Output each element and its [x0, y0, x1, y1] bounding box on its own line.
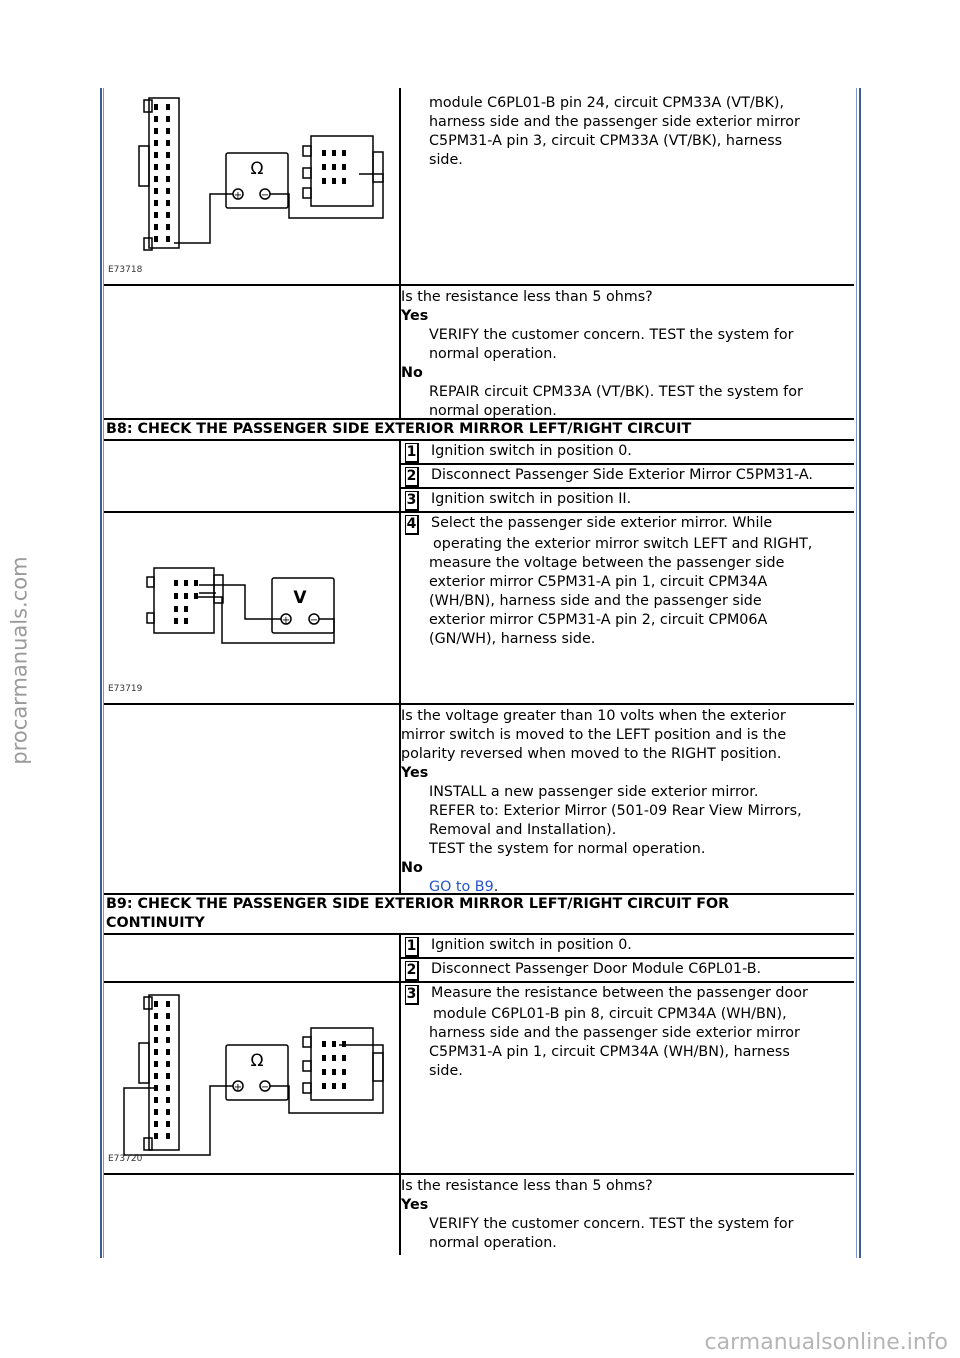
- go-to-b9-link[interactable]: GO to B9: [429, 879, 494, 895]
- b9-heading: B9: CHECK THE PASSENGER SIDE EXTERIOR MIRROR LEFT/RIGHT CIRCUIT FOR CONTINUITY: [104, 895, 854, 935]
- figure-id: E73720: [108, 1154, 143, 1164]
- figure-e73720: [104, 983, 401, 1173]
- b8-result-row: [104, 705, 854, 895]
- b8-result: [401, 705, 854, 893]
- b8-steps-row: [104, 441, 854, 513]
- b8-step-4: [401, 513, 854, 703]
- b9-step-1: [401, 935, 854, 959]
- step-text-line: module C6PL01-B pin 24, circuit CPM33A (VT/BK),: [429, 95, 785, 111]
- figure-id: E73718: [108, 265, 143, 275]
- question: Is the resistance less than 5 ohms?: [401, 289, 653, 305]
- ohmmeter-symbol: Ω: [250, 159, 264, 179]
- b9-result-row: [104, 1175, 854, 1255]
- figure-e73718: [104, 88, 401, 284]
- page-border-right-inner: [856, 88, 857, 1258]
- b9-steps: [401, 935, 854, 981]
- empty-cell: [104, 286, 401, 418]
- step-text-rest: module C6PL01-B pin 8, circuit CPM34A (WH/BN), harness side and the passenger side exterior mirror C5PM31-A pin 1, circuit CPM34A (WH/BN), harness side.: [429, 1006, 800, 1079]
- empty-cell: [104, 705, 401, 893]
- step-text-line: harness side and the passenger side exterior mirror: [429, 114, 800, 130]
- svg-text:+: +: [233, 1082, 243, 1093]
- yes-label: Yes: [401, 308, 429, 324]
- step-number: 4: [405, 515, 419, 535]
- yes-answer: INSTALL a new passenger side exterior mirror. REFER to: Exterior Mirror (501-09 Rear View Mirrors, Removal and Installation). TEST the system for normal operation.: [429, 784, 802, 857]
- voltmeter-symbol: V: [293, 588, 307, 608]
- b8-step-2: [401, 465, 854, 489]
- svg-text:−: −: [260, 190, 270, 201]
- step-number: 2: [405, 961, 419, 981]
- wiring-diagram-e73720: [104, 983, 399, 1173]
- b9-step3-row: [104, 983, 854, 1175]
- step-number: 1: [405, 937, 419, 957]
- b7-result-row: [104, 286, 854, 420]
- figure-id: E73719: [108, 684, 143, 694]
- b8-steps: [401, 441, 854, 511]
- step-text: Disconnect Passenger Door Module C6PL01-B.: [431, 961, 762, 977]
- b9-result: [401, 1175, 854, 1255]
- b7-step-text-continued: [401, 88, 854, 284]
- ohmmeter-symbol: Ω: [250, 1051, 264, 1071]
- procedure-document: [104, 88, 854, 1255]
- step-text-rest: measure the voltage between the passenger side exterior mirror C5PM31-A pin 1, circuit CPM34A (WH/BN), harness side and the passenger side exterior mirror C5PM31-A pin 2, circuit CPM06A (GN/WH), harness side.: [429, 555, 785, 647]
- b7-figure-row: [104, 88, 854, 286]
- svg-text:−: −: [260, 1082, 270, 1093]
- step-text-line: side.: [429, 152, 463, 168]
- svg-text:−: −: [309, 615, 319, 626]
- b9-steps-row: [104, 935, 854, 983]
- step-number: 1: [405, 443, 419, 463]
- step-text: Select the passenger side exterior mirror. While: [431, 515, 773, 531]
- b8-step-1: [401, 441, 854, 465]
- svg-text:+: +: [281, 615, 291, 626]
- page-border-left: [100, 88, 102, 1258]
- step-number: 3: [405, 985, 419, 1005]
- step-number: 2: [405, 467, 419, 487]
- yes-label: Yes: [401, 765, 429, 781]
- empty-cell: [104, 1175, 401, 1255]
- b9-step-2: [401, 959, 854, 981]
- step-text-line: C5PM31-A pin 3, circuit CPM33A (VT/BK), harness: [429, 133, 783, 149]
- no-answer: REPAIR circuit CPM33A (VT/BK). TEST the system for normal operation.: [429, 384, 803, 419]
- step-text: Disconnect Passenger Side Exterior Mirror C5PM31-A.: [431, 467, 813, 483]
- yes-label: Yes: [401, 1197, 429, 1213]
- svg-text:+: +: [233, 190, 243, 201]
- empty-cell: [104, 441, 401, 511]
- b8-step4-row: [104, 513, 854, 705]
- step-text: Ignition switch in position 0.: [431, 443, 632, 459]
- b8-step-3: [401, 489, 854, 511]
- figure-e73719: [104, 513, 401, 703]
- no-answer: GO to B9.: [429, 879, 499, 895]
- no-label: No: [401, 365, 423, 381]
- step-text: Measure the resistance between the passenger door: [431, 985, 808, 1001]
- yes-answer: VERIFY the customer concern. TEST the system for normal operation.: [429, 1216, 794, 1251]
- question: Is the voltage greater than 10 volts when the exterior mirror switch is moved to the LEFT position and is the polarity reversed when moved to the RIGHT position.: [401, 708, 787, 762]
- no-label: No: [401, 860, 423, 876]
- step-text: Ignition switch in position 0.: [431, 937, 632, 953]
- yes-answer: VERIFY the customer concern. TEST the system for normal operation.: [429, 327, 794, 362]
- step-text: operating the exterior mirror switch LEFT and RIGHT,: [433, 536, 813, 552]
- watermark-carmanualsonline: carmanualsonline.info: [704, 1330, 948, 1355]
- b9-step-3: [401, 983, 854, 1173]
- wiring-diagram-e73718: [104, 88, 399, 284]
- step-number: 3: [405, 491, 419, 511]
- watermark-procarmanuals: procarmanuals.com: [7, 555, 32, 765]
- b8-heading: B8: CHECK THE PASSENGER SIDE EXTERIOR MIRROR LEFT/RIGHT CIRCUIT: [104, 420, 854, 441]
- b7-result: [401, 286, 854, 418]
- page-border-right: [859, 88, 861, 1258]
- question: Is the resistance less than 5 ohms?: [401, 1178, 653, 1194]
- step-text: Ignition switch in position II.: [431, 491, 632, 507]
- wiring-diagram-e73719: [104, 513, 399, 703]
- empty-cell: [104, 935, 401, 981]
